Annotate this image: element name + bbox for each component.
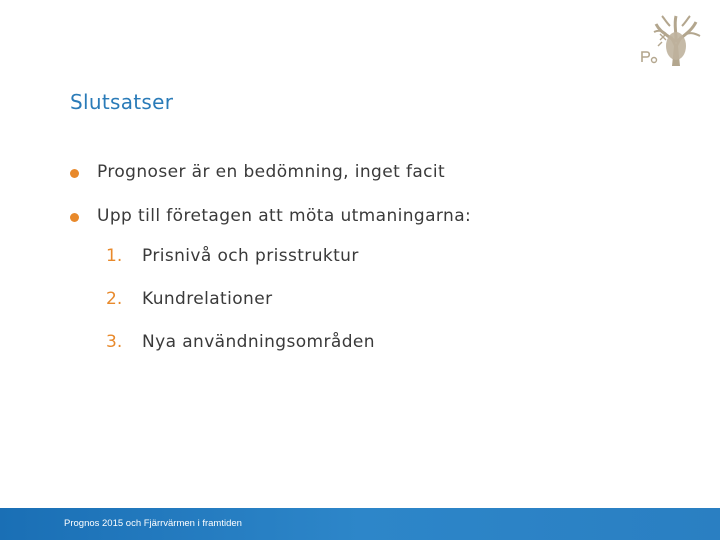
bullet-dot-icon: [70, 169, 79, 178]
bullet-list: [70, 162, 690, 250]
footer-text: Prognos 2015 och Fjärrvärmen i framtiden: [64, 518, 242, 529]
bullet-text: Upp till företagen att möta utmaningarna:: [97, 206, 472, 226]
page-title: Slutsatser: [70, 90, 174, 114]
footer-bar: [0, 508, 720, 540]
bullet-text: Prognoser är en bedömning, inget facit: [97, 162, 446, 182]
list-item: [106, 332, 666, 356]
item-text: Nya användningsområden: [142, 332, 375, 352]
list-item: [106, 246, 666, 270]
list-item: [70, 206, 690, 230]
numbered-list: [106, 246, 666, 375]
item-text: Prisnivå och prisstruktur: [142, 246, 359, 266]
tree-logo-icon: [636, 12, 706, 68]
item-number: 1.: [106, 246, 123, 266]
item-number: 2.: [106, 289, 123, 309]
item-number: 3.: [106, 332, 123, 352]
list-item: [106, 289, 666, 313]
list-item: [70, 162, 690, 186]
bullet-dot-icon: [70, 213, 79, 222]
item-text: Kundrelationer: [142, 289, 273, 309]
